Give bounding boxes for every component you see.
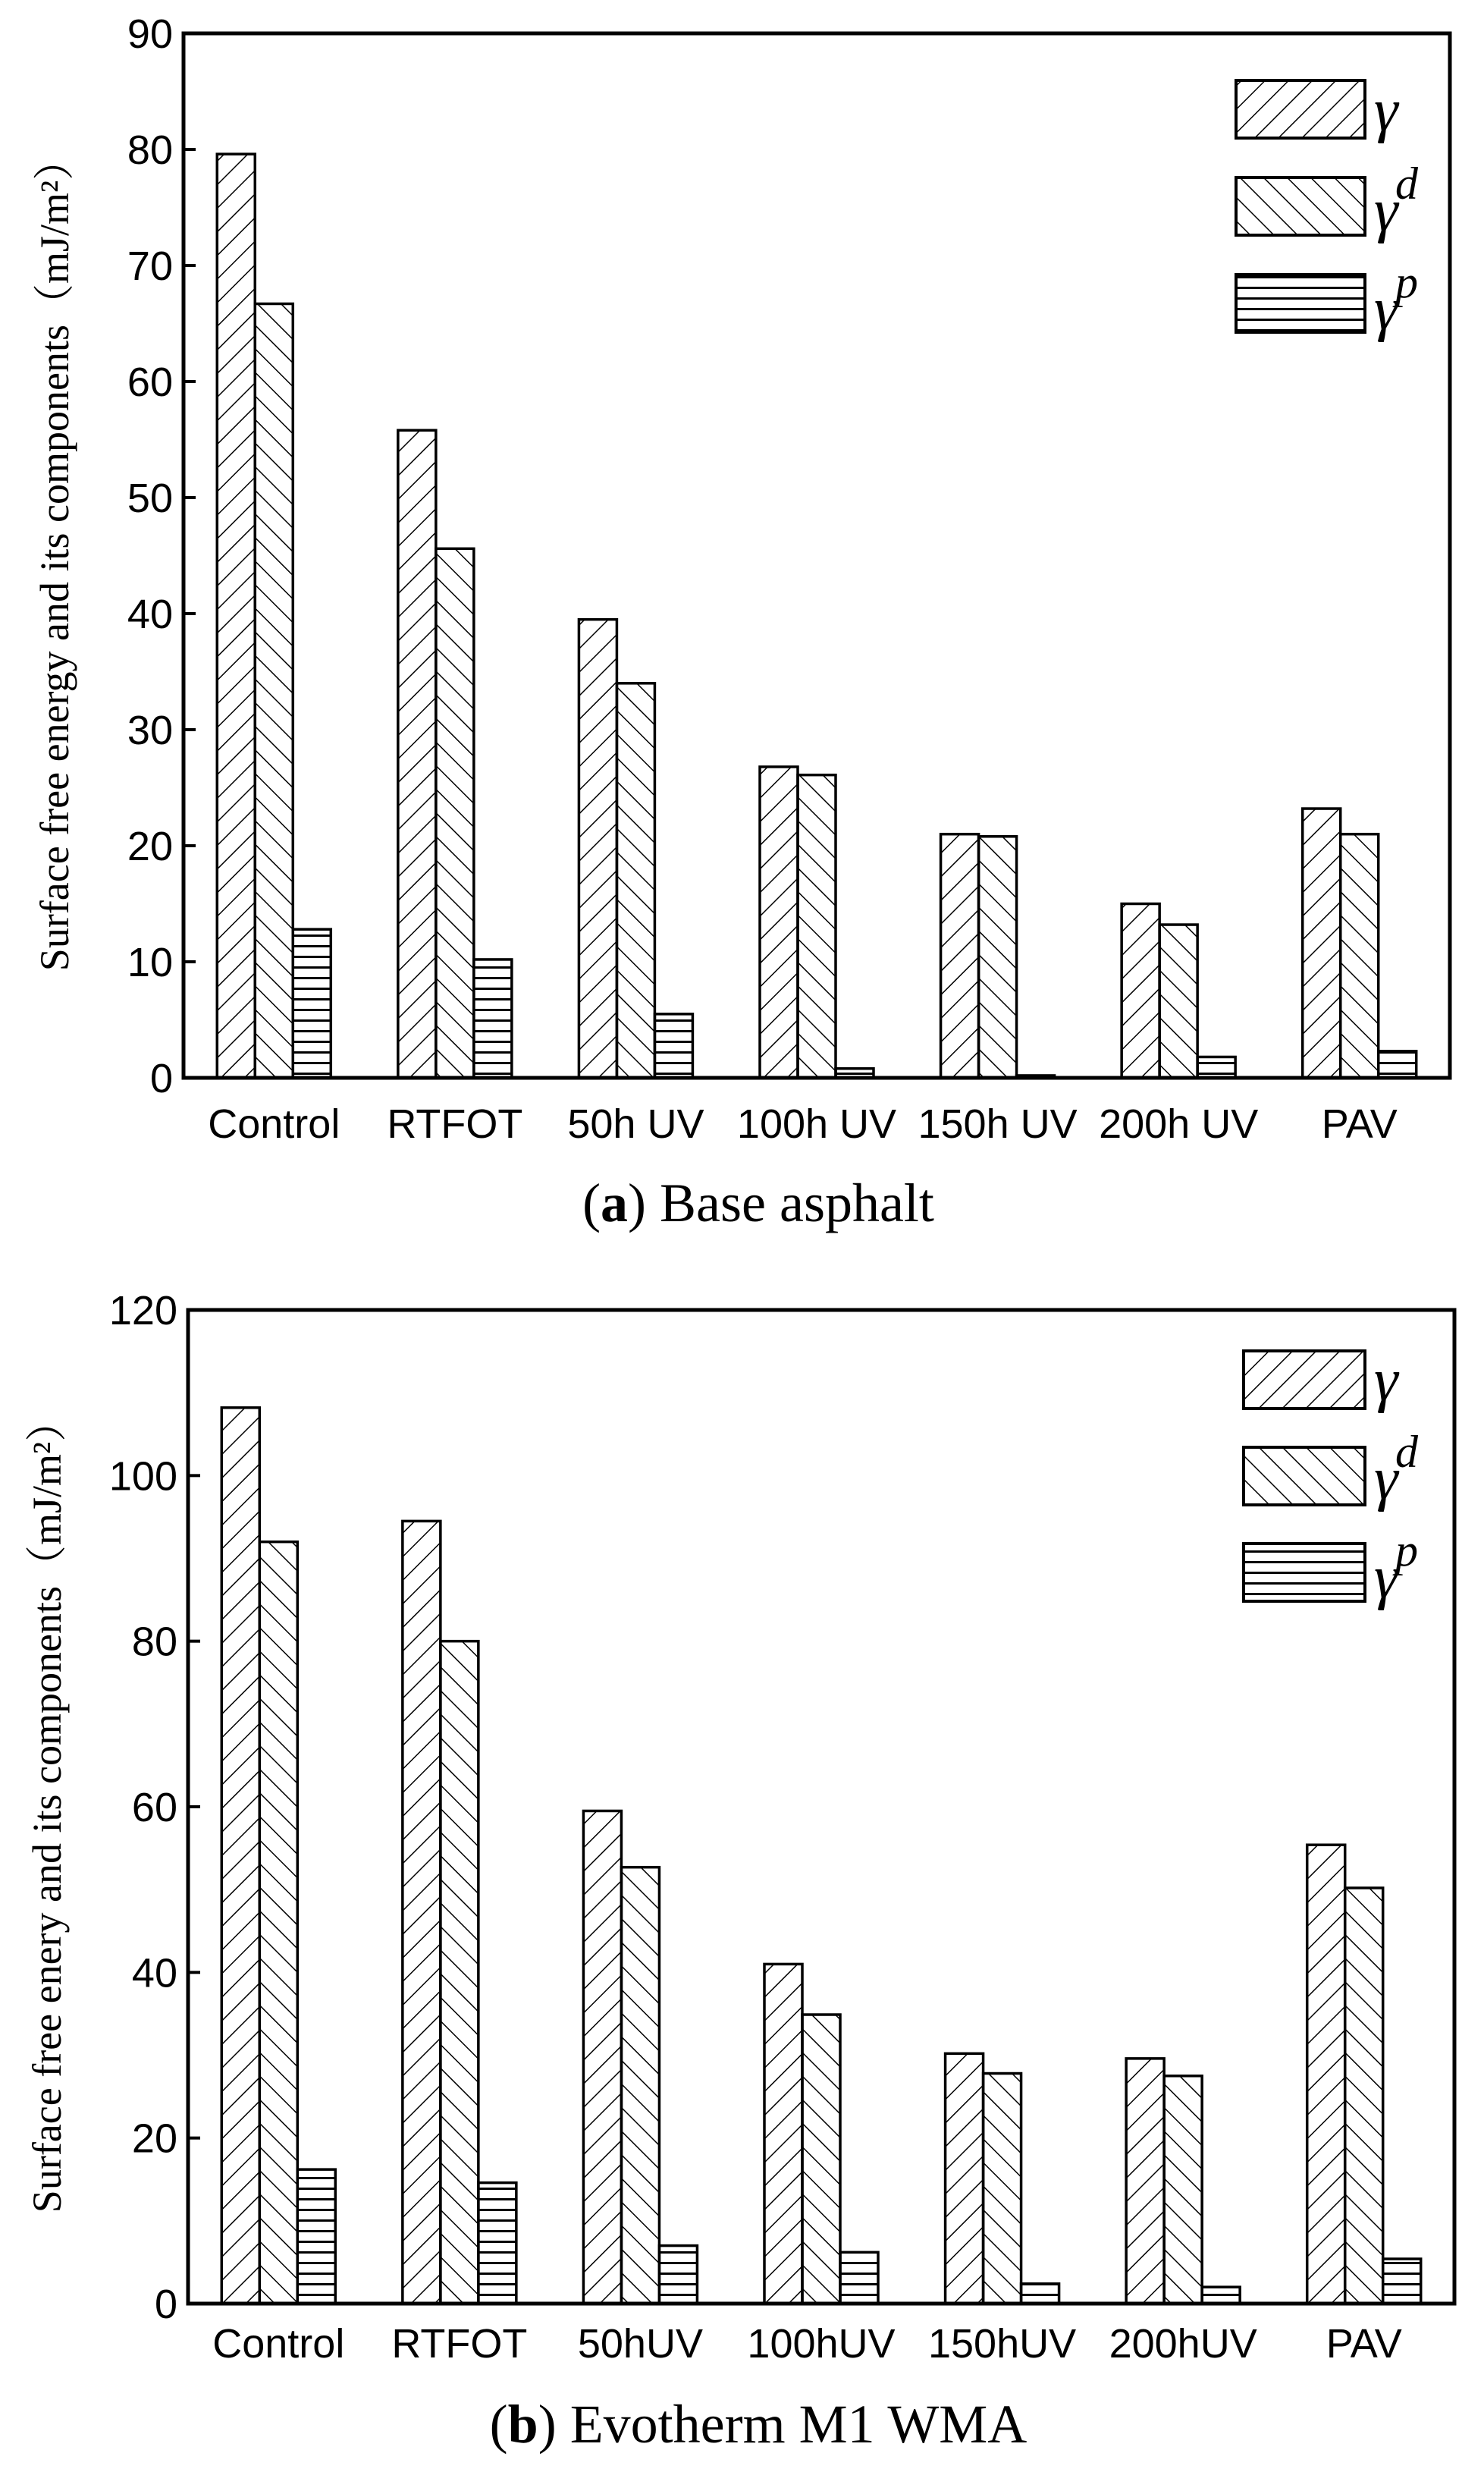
bar-gamma-p-0 (297, 2169, 335, 2304)
legend-label-gamma-d: γ (1374, 1446, 1398, 1512)
legend-label-gamma-p: γ (1374, 276, 1398, 343)
x-tick-label: 150h UV (918, 1101, 1078, 1147)
y-tick-label: 80 (127, 127, 173, 173)
caption-text: Base asphalt (660, 1173, 934, 1233)
legend (1236, 77, 1419, 343)
bar-gamma-d-3 (798, 775, 836, 1078)
legend-label-gamma: γ (1374, 77, 1398, 144)
bar-gamma-2 (583, 1811, 621, 2304)
y-tick-label: 90 (127, 11, 173, 57)
panel-caption: (a) Base asphalt (582, 1173, 934, 1233)
bar-gamma-4 (946, 2053, 984, 2304)
bars (221, 1408, 1420, 2304)
y-tick-label: 80 (131, 1619, 177, 1665)
bar-gamma-p-0 (293, 929, 331, 1078)
legend-label-gamma-d: γ (1374, 177, 1398, 244)
bar-gamma-5 (1122, 904, 1159, 1079)
bar-gamma-1 (403, 1521, 441, 2304)
bar-gamma-p-5 (1197, 1057, 1235, 1078)
y-tick-label: 40 (131, 1950, 177, 1996)
bar-gamma-p-2 (659, 2246, 697, 2304)
x-tick-label: 50h UV (567, 1101, 704, 1147)
y-axis-title: Surface free enery and its components（mJ/m²） (24, 1400, 70, 2213)
bar-gamma-p-3 (840, 2252, 878, 2304)
bar-gamma-2 (579, 620, 617, 1078)
legend-label-gamma: γ (1374, 1347, 1398, 1414)
panel-caption: (b) Evotherm M1 WMA (489, 2394, 1028, 2455)
bar-gamma-d-0 (255, 303, 293, 1078)
bar-gamma-p-6 (1379, 1051, 1417, 1078)
bar-gamma-d-4 (979, 837, 1017, 1078)
x-tick-label: 100h UV (736, 1101, 897, 1147)
legend-swatch-gamma-d (1244, 1447, 1365, 1505)
legend-sup-p: p (1395, 1525, 1418, 1575)
bar-gamma-p-4 (1021, 2284, 1059, 2304)
y-tick-label: 60 (127, 360, 173, 405)
y-tick-label: 50 (127, 476, 173, 521)
chart-panel-b (24, 1288, 1454, 2455)
bar-gamma-d-4 (984, 2074, 1021, 2304)
y-tick-label: 10 (127, 940, 173, 985)
bar-gamma-0 (221, 1408, 259, 2304)
bar-gamma-3 (764, 1964, 802, 2304)
bar-gamma-d-5 (1159, 925, 1197, 1078)
y-tick-label: 100 (108, 1453, 177, 1500)
bar-gamma-6 (1303, 809, 1341, 1078)
legend-swatch-gamma-p (1244, 1544, 1365, 1601)
bar-gamma-d-1 (441, 1641, 478, 2304)
bar-gamma-p-1 (474, 960, 512, 1078)
bar-gamma-p-5 (1202, 2287, 1240, 2304)
chart-panel-a (32, 11, 1450, 1233)
x-axis (212, 2321, 1401, 2367)
legend (1244, 1347, 1419, 1611)
bar-gamma-d-5 (1164, 2076, 1202, 2304)
x-tick-label: Control (208, 1101, 340, 1147)
x-tick-label: 100hUV (747, 2321, 896, 2367)
bar-gamma-p-4 (1017, 1076, 1055, 1078)
caption-text: Evotherm M1 WMA (569, 2394, 1028, 2455)
x-tick-label: RTFOT (387, 1101, 523, 1147)
bar-gamma-4 (941, 834, 979, 1078)
y-tick-label: 60 (131, 1785, 177, 1830)
bar-gamma-1 (398, 430, 436, 1078)
y-tick-label: 0 (154, 2282, 177, 2327)
y-tick-label: 20 (131, 2115, 177, 2162)
panel-letter: b (507, 2394, 538, 2455)
bar-gamma-d-6 (1345, 1888, 1383, 2304)
y-tick-label: 70 (127, 243, 173, 289)
x-axis (208, 1101, 1397, 1147)
y-tick-label: 120 (108, 1288, 177, 1333)
x-tick-label: Control (212, 2321, 345, 2367)
bar-gamma-d-2 (621, 1867, 659, 2304)
legend-swatch-gamma-d (1236, 177, 1365, 235)
bar-gamma-d-3 (802, 2015, 840, 2304)
x-tick-label: 150hUV (927, 2321, 1077, 2367)
bar-gamma-p-6 (1383, 2259, 1421, 2304)
x-tick-label: 200h UV (1099, 1101, 1259, 1147)
bar-gamma-d-1 (436, 548, 474, 1078)
bar-gamma-p-1 (478, 2183, 516, 2304)
legend-sup-d: d (1395, 159, 1418, 209)
x-tick-label: 50hUV (577, 2321, 703, 2367)
y-axis-title: Surface free energy and its components（mJ/m²） (32, 139, 77, 972)
bar-gamma-d-0 (259, 1542, 297, 2304)
bar-gamma-5 (1126, 2059, 1164, 2304)
y-tick-label: 30 (127, 708, 173, 753)
x-tick-label: RTFOT (391, 2321, 528, 2367)
x-tick-label: PAV (1321, 1101, 1398, 1147)
legend-swatch-gamma (1244, 1351, 1365, 1409)
legend-swatch-gamma (1236, 80, 1365, 138)
legend-sup-d: d (1395, 1427, 1418, 1477)
x-tick-label: PAV (1326, 2321, 1402, 2367)
bar-gamma-d-6 (1341, 834, 1379, 1078)
legend-label-gamma-p: γ (1374, 1544, 1398, 1611)
legend-sup-p: p (1395, 257, 1418, 307)
bar-gamma-p-3 (836, 1069, 874, 1078)
bar-gamma-6 (1307, 1845, 1345, 2304)
y-tick-label: 40 (127, 592, 173, 637)
y-tick-label: 0 (149, 1056, 173, 1101)
legend-swatch-gamma-p (1236, 275, 1365, 332)
x-tick-label: 200hUV (1109, 2321, 1257, 2367)
bar-gamma-3 (760, 767, 798, 1078)
bar-gamma-p-2 (654, 1014, 692, 1078)
bar-gamma-d-2 (617, 683, 654, 1078)
panel-letter: a (601, 1173, 629, 1233)
bar-gamma-0 (217, 154, 255, 1078)
y-tick-label: 20 (127, 824, 173, 869)
